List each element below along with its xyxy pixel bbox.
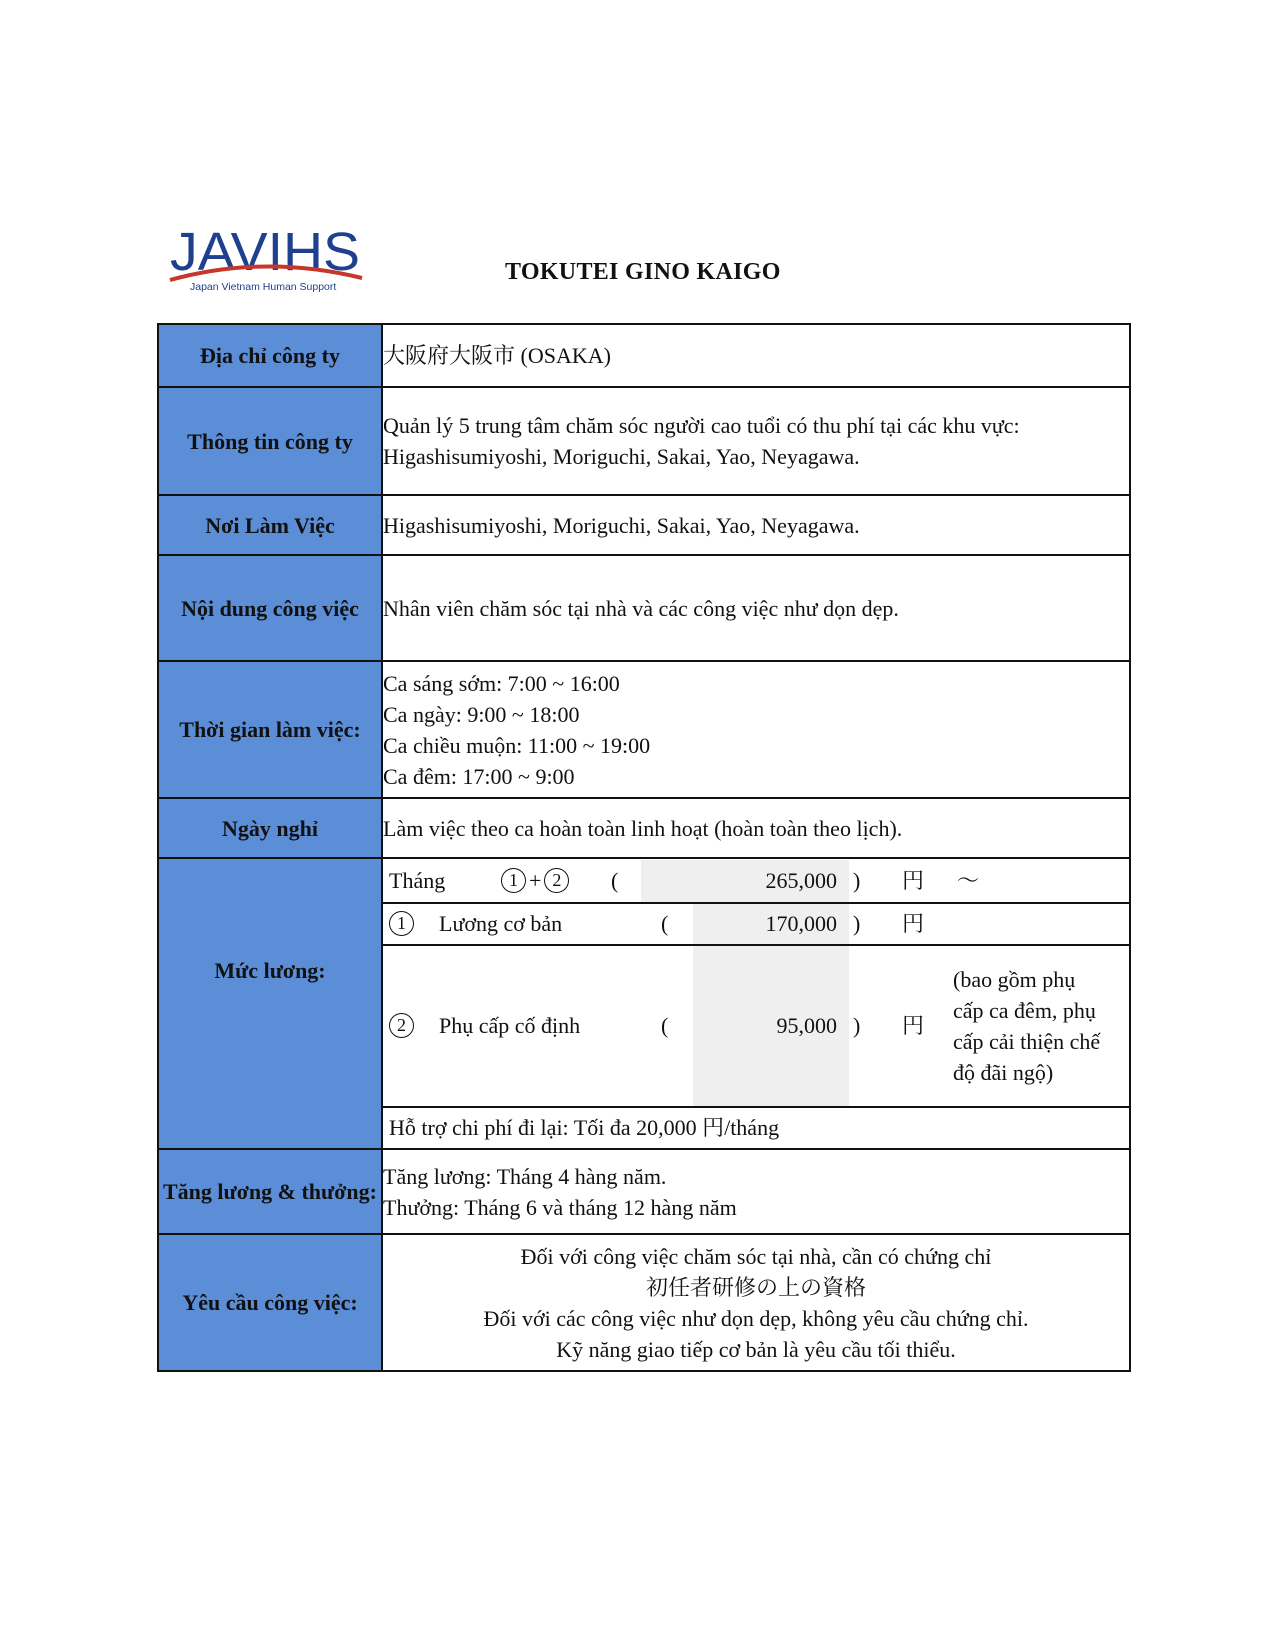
company-logo (168, 214, 368, 296)
table-row (158, 495, 1130, 555)
plus-sign: + (529, 868, 542, 893)
company-line: Higashisumiyoshi, Moriguchi, Sakai, Yao, Neyagawa. (383, 444, 860, 469)
job-info-table (157, 323, 1131, 1372)
table-row (158, 858, 1130, 1149)
logo-wordmark: JAVIHS (170, 222, 360, 282)
table-row (158, 555, 1130, 661)
label-company: Thông tin công ty (158, 387, 382, 495)
basic-salary-label: Lương cơ bản (439, 911, 563, 936)
paren-close: ) (853, 911, 861, 936)
company-line: Quản lý 5 trung tâm chăm sóc người cao tuổi có thu phí tại các khu vực: (383, 413, 1020, 438)
label-requirements: Yêu cầu công việc: (158, 1234, 382, 1371)
salary-total-amount: 265,000 (641, 860, 849, 902)
table-row (158, 387, 1130, 495)
raise-line: Tăng lương: Tháng 4 hàng năm. (383, 1163, 667, 1189)
label-address: Địa chỉ công ty (158, 324, 382, 387)
value-job: Nhân viên chăm sóc tại nhà và các công việc như dọn dẹp. (382, 555, 1130, 661)
value-address: 大阪府大阪市 (OSAKA) (382, 324, 1130, 387)
label-workplace: Nơi Làm Việc (158, 495, 382, 555)
value-requirements (382, 1234, 1130, 1371)
label-holidays: Ngày nghỉ (158, 798, 382, 858)
paren-close: ) (853, 1013, 861, 1038)
table-row (158, 324, 1130, 387)
shift-line: Ca đêm: 17:00 ~ 9:00 (383, 763, 575, 789)
circled-two: 2 (544, 868, 569, 893)
yen-unit: 円 (902, 868, 925, 893)
allowance-label: Phụ cấp cố định (439, 1013, 581, 1038)
shift-line: Ca ngày: 9:00 ~ 18:00 (383, 701, 580, 727)
table-row (158, 798, 1130, 858)
value-workplace: Higashisumiyoshi, Moriguchi, Sakai, Yao, Neyagawa. (382, 495, 1130, 555)
page-title: TOKUTEI GINO KAIGO (505, 259, 781, 285)
table-row (158, 661, 1130, 798)
requirement-line: Đối với công việc chăm sóc tại nhà, cần có chứng chỉ (520, 1243, 992, 1269)
salary-month-label: Tháng (389, 868, 446, 893)
shift-line: Ca chiều muộn: 11:00 ~ 19:00 (383, 732, 651, 758)
shift-line: Ca sáng sớm: 7:00 ~ 16:00 (383, 670, 620, 696)
salary-formula (501, 860, 569, 902)
table-row (158, 1149, 1130, 1234)
value-hours (382, 661, 1130, 798)
value-salary (382, 858, 1130, 1149)
table-row (158, 1234, 1130, 1371)
value-company (382, 387, 1130, 495)
value-holidays: Làm việc theo ca hoàn toàn linh hoạt (hoàn toàn theo lịch). (382, 798, 1130, 858)
label-raise: Tăng lương & thưởng: (158, 1149, 382, 1234)
allowance-note: (bao gồm phụ cấp ca đêm, phụ cấp cải thiện chế độ đãi ngộ) (953, 966, 1101, 1085)
yen-unit: 円 (902, 911, 925, 936)
salary-total-row (383, 860, 1129, 902)
value-raise (382, 1149, 1130, 1234)
paren-close: ) (853, 868, 861, 893)
basic-salary-amount: 170,000 (693, 904, 849, 944)
requirement-line: Kỹ năng giao tiếp cơ bản là yêu cầu tối thiểu. (556, 1336, 956, 1362)
bonus-line: Thưởng: Tháng 6 và tháng 12 hàng năm (383, 1194, 737, 1220)
label-hours: Thời gian làm việc: (158, 661, 382, 798)
label-salary: Mức lương: (158, 858, 382, 1149)
paren-open: ( (611, 868, 619, 893)
circled-one: 1 (501, 868, 526, 893)
requirement-line: 初任者研修の上の資格 (645, 1274, 866, 1300)
circled-two: 2 (389, 1013, 414, 1038)
allowance-amount: 95,000 (693, 946, 849, 1106)
circled-one: 1 (389, 911, 414, 936)
paren-open: ( (661, 911, 669, 936)
yen-unit: 円 (902, 1013, 925, 1038)
paren-open: ( (661, 1013, 669, 1038)
label-job: Nội dung công việc (158, 555, 382, 661)
tilde-sign: ～ (957, 868, 980, 893)
requirement-line: Đối với các công việc như dọn dẹp, không yêu cầu chứng chỉ. (483, 1305, 1029, 1331)
salary-basic-row (383, 902, 1129, 944)
salary-allowance-row (383, 944, 1129, 1106)
transport-support: Hỗ trợ chi phí đi lại: Tối đa 20,000 円/tháng (383, 1106, 1129, 1148)
logo-tagline: Japan Vietnam Human Support (190, 281, 337, 293)
